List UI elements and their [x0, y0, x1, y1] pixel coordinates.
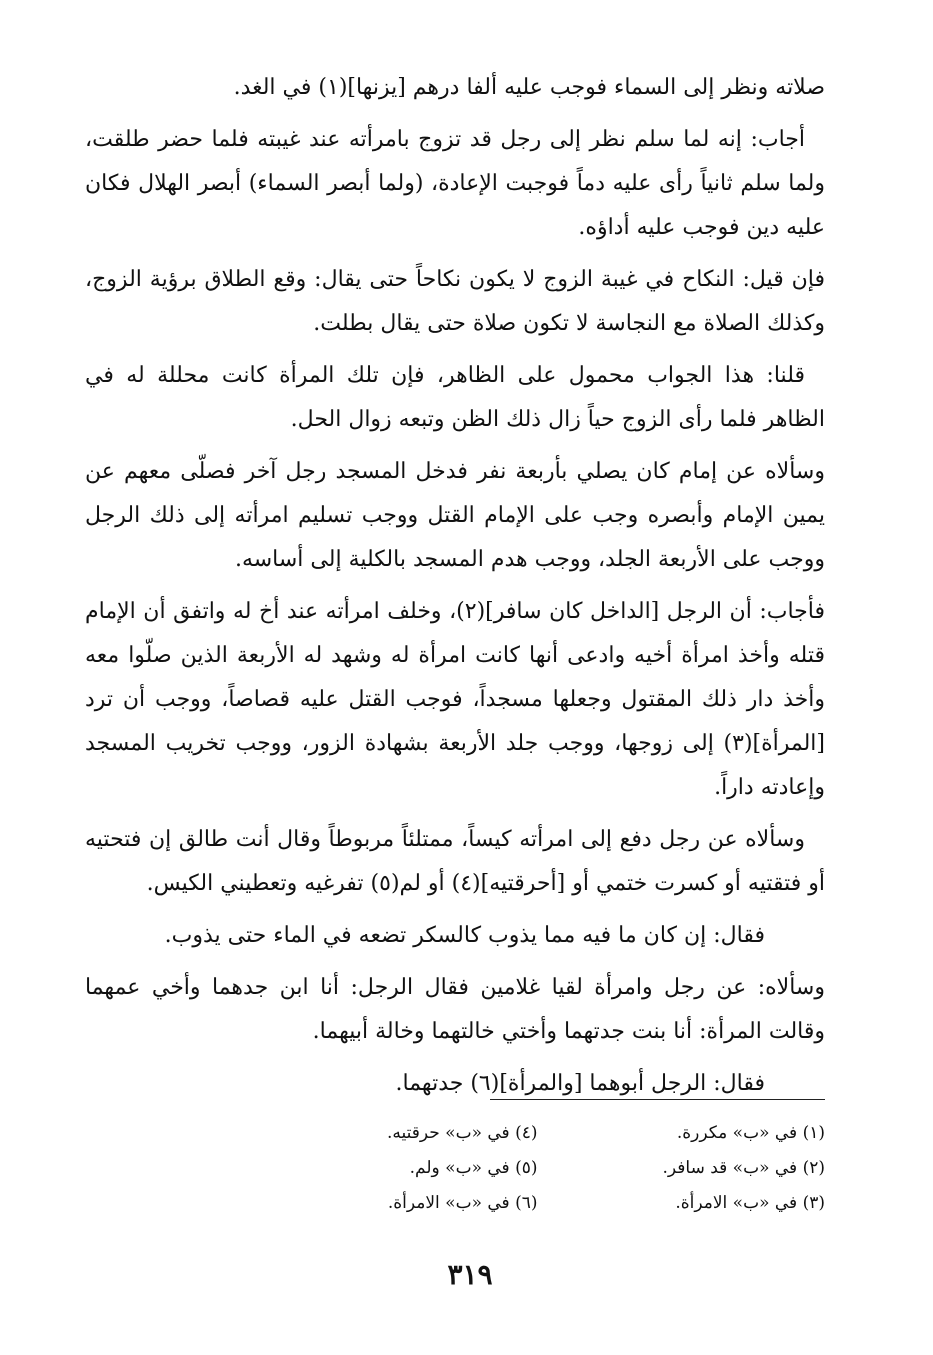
- footnote: (٢) في «ب» قد سافر.: [662, 1158, 825, 1178]
- footnote: (٣) في «ب» الامرأة.: [675, 1193, 825, 1213]
- paragraph: قلنا: هذا الجواب محمول على الظاهر، فإن تلك المرأة كانت محللة له في الظاهر فلما رأى الزوج حياً زال ذلك الظن وتبعه زوال الحل.: [85, 363, 825, 432]
- footnote: (١) في «ب» مكررة.: [676, 1123, 825, 1143]
- footnote-divider: [490, 1099, 825, 1100]
- paragraph: وسألاه: عن رجل وامرأة لقيا غلامين فقال الرجل: أنا ابن جدهما وأخي عمهما وقالت المرأة: أنا بنت جدتهما وأختي خالتهما وخالة أبيهما.: [85, 975, 825, 1044]
- paragraph: صلاته ونظر إلى السماء فوجب عليه ألفا درهم [يزنها](١) في الغد.: [233, 75, 825, 100]
- page-number: ٣١٩: [447, 1258, 493, 1291]
- paragraph: فإن قيل: النكاح في غيبة الزوج لا يكون نكاحاً حتى يقال: وقع الطلاق برؤية الزوج، وكذلك الصلاة مع النجاسة لا تكون صلاة حتى يقال بطلت.: [85, 267, 825, 336]
- footnote: (٥) في «ب» ولم.: [409, 1158, 538, 1178]
- paragraph: فأجاب: أن الرجل [الداخل كان سافر](٢)، وخلف امرأته عند أخ له واتفق أن الإمام قتله وأخذ امرأة أخيه وادعى أنها كانت امرأة له وشهد له الأربعة الذين صلّوا معه وأخذ دار ذلك المقتول وجعلها مسجداً، فوجب القتل عليه قصاصاً، ووجب أن ترد [المرأة](٣) إلى زوجها، ووجب جلد الأربعة بشهادة الزور، ووجب تخريب المسجد وإعادته داراً.: [85, 599, 825, 800]
- paragraph: وسألاه عن رجل دفع إلى امرأته كيساً، ممتلئاً مربوطاً وقال أنت طالق إن فتحتيه أو فتقتيه أو كسرت ختمي أو [أحرقتيه](٤) أو لم(٥) تفرغيه وتعطيني الكيس.: [85, 827, 825, 896]
- paragraph: فقال: إن كان ما فيه مما يذوب كالسكر تضعه في الماء حتى يذوب.: [164, 923, 765, 948]
- footnote: (٦) في «ب» الامرأة.: [387, 1193, 538, 1213]
- paragraph: أجاب: إنه لما سلم نظر إلى رجل قد تزوج بامرأته عند غيبته فلما حضر طلقت، ولما سلم ثانياً رأى عليه دماً فوجبت الإعادة، (ولما أبصر السماء) أبصر الهلال فكان عليه دين فوجب عليه أداؤه.: [85, 127, 825, 240]
- paragraph: فقال: الرجل أبوهما [والمرأة](٦) جدتهما.: [395, 1071, 765, 1096]
- main-text: [85, 66, 825, 1114]
- footnotes: [250, 1116, 825, 1221]
- paragraph: وسألاه عن إمام كان يصلي بأربعة نفر فدخل المسجد رجل آخر فصلّى معهم عن يمين الإمام وأبصره وجب على الإمام القتل ووجب تسليم امرأته إلى ذلك الرجل ووجب على الأربعة الجلد، ووجب هدم المسجد بالكلية إلى أساسه.: [85, 459, 825, 572]
- footnote: (٤) في «ب» حرقتيه.: [386, 1123, 538, 1143]
